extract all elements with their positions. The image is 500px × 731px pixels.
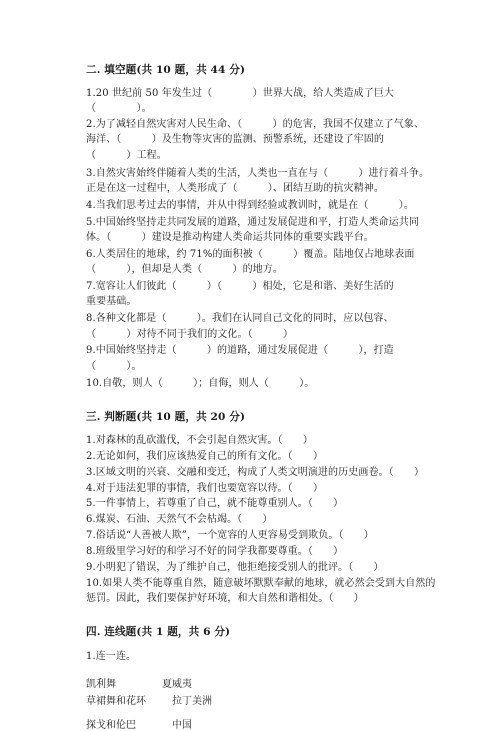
fill-blank-line: 9.中国始终坚持走（ ）的道路，通过发展促进（ ），打造: [86, 345, 394, 356]
section-judgment-title: 三. 判断题(共 10 题，共 20 分): [86, 411, 246, 423]
fill-blank-line: （ ）。: [86, 361, 142, 372]
fill-blank-line: 2.为了减轻自然灾害对人民生命、（ ）的危害，我国不仅建立了气象、: [86, 119, 425, 130]
fill-blank-line: 海洋、（ ）及生物等灾害的监测、预警系统，还建设了牢固的: [86, 134, 384, 145]
fill-blank-line: 体。（ ）建设是推动构建人类命运共同体的重要实践平台。: [86, 232, 374, 243]
judgment-line: 7.俗话说“人善被人欺”，一个宽容的人更容易受到欺负。（ ）: [86, 530, 374, 541]
fill-blank-line: 5.中国始终坚持走共同发展的道路，通过发展促进和平，打造人类命运共同: [86, 217, 419, 228]
judgment-line: 1.对森林的乱砍滥伐，不会引起自然灾害。（ ）: [86, 435, 313, 446]
fill-blank-line: 10.自敬，则人（ ）；自侮，则人（ ）。: [86, 378, 315, 389]
fill-blank-line: 重要基础。: [86, 296, 137, 307]
fill-blank-line: 3.自然灾害始终伴随着人类的生活，人类也一直在与（ ）进行着斗争。: [86, 168, 430, 179]
judgment-line: 惩罚。因此，我们要保护好环境，和大自然和谐相处。（ ）: [86, 593, 364, 604]
match-left-item[interactable]: 凯利舞: [86, 679, 116, 690]
fill-blank-line: （ ）对待不同于我们的文化。（ ）: [86, 329, 294, 340]
fill-blank-line: 4.当我们思考过去的事情，并从中得到经验或教训时，就是在（ ）。: [86, 200, 414, 211]
match-right-item[interactable]: 中国: [172, 720, 192, 731]
fill-blank-line: 1.20 世纪前 50 年发生过（ ）世界大战，给人类造成了巨大: [86, 88, 395, 99]
judgment-line: 8.班级里学习好的和学习不好的同学我都要尊重。（ ）: [86, 546, 344, 557]
judgment-line: 9.小明犯了错误，为了维护自己，他拒绝接受别人的批评。（ ）: [86, 562, 384, 573]
matching-question: 1.连一连。: [86, 651, 137, 662]
judgment-line: 2.无论如何，我们应该热爱自己的所有文化。（ ）: [86, 451, 324, 462]
fill-blank-line: 8.各种文化都是（ ）。我们在认同自己文化的同时，应以包容、: [86, 313, 394, 324]
match-left-item[interactable]: 探戈和伦巴: [86, 720, 136, 731]
match-left-item[interactable]: 草裙舞和花环: [86, 696, 146, 707]
judgment-line: 6.煤炭、石油、天然气不会枯竭。（ ）: [86, 514, 273, 525]
fill-blank-line: （ ）。: [86, 103, 152, 114]
fill-blank-line: （ ），但却是人类（ ）的地方。: [86, 264, 283, 275]
section-matching-title: 四. 连线题(共 1 题，共 6 分): [86, 626, 231, 638]
fill-blank-line: 7.宽容让人们彼此（ ）（ ）相处，它是和谐、美好生活的: [86, 281, 394, 292]
section-fill-blank-title: 二. 填空题(共 10 题，共 44 分): [86, 64, 246, 76]
judgment-line: 4.对于违法犯罪的事情，我们也要宽容以待。（ ）: [86, 483, 324, 494]
fill-blank-line: （ ）工程。: [86, 150, 167, 161]
judgment-line: 10.如果人类不能尊重自然，随意破坏默默奉献的地球，就必然会受到大自然的: [86, 578, 436, 589]
fill-blank-line: 正是在这一过程中，人类形成了（ ）、团结互助的抗灾精神。: [86, 183, 384, 194]
judgment-line: 3.区域文明的兴衰、交融和变迁，构成了人类文明演进的历史画卷。（ ）: [86, 467, 425, 478]
match-right-item[interactable]: 拉丁美洲: [172, 696, 212, 707]
judgment-line: 5.一件事情上，若尊重了自己，就不能尊重别人。（ ）: [86, 498, 344, 509]
fill-blank-line: 6.人类居住的地球，约 71%的面积被（ ）覆盖。陆地仅占地球表面: [86, 249, 415, 260]
match-right-item[interactable]: 夏威夷: [162, 679, 192, 690]
